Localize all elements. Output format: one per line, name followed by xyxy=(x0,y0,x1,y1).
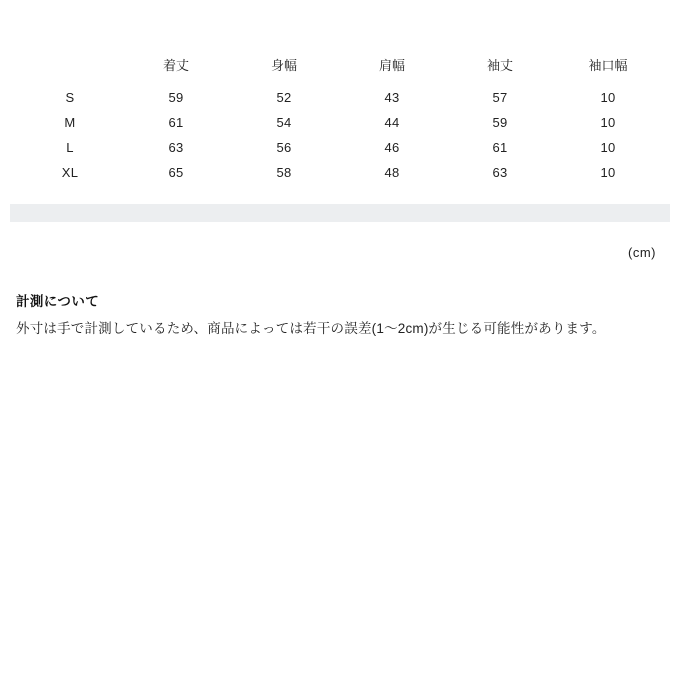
cell-chest: 56 xyxy=(276,140,292,155)
cell-length: 65 xyxy=(168,165,184,180)
section-divider-band xyxy=(10,204,670,222)
cell-cuff: 10 xyxy=(600,165,616,180)
cell-chest: 52 xyxy=(276,90,292,105)
cell-shoulder: 46 xyxy=(384,140,400,155)
table-row xyxy=(18,85,662,110)
cell-cuff: 10 xyxy=(600,90,616,105)
row-size-label: M xyxy=(64,115,76,130)
table-row xyxy=(18,110,662,135)
column-header-size xyxy=(18,52,122,85)
measurement-note-body: 外寸は手で計測しているため、商品によっては若干の誤差(1〜2cm)が生じる可能性があります。 xyxy=(16,321,606,336)
size-table-head xyxy=(18,52,662,85)
column-header-shoulder: 肩幅 xyxy=(378,58,405,73)
column-header-chest: 身幅 xyxy=(270,58,297,73)
cell-length: 59 xyxy=(168,90,184,105)
table-row xyxy=(18,160,662,185)
cell-sleeve: 63 xyxy=(492,165,508,180)
table-row xyxy=(18,135,662,160)
row-size-label: L xyxy=(66,140,74,155)
cell-sleeve: 57 xyxy=(492,90,508,105)
size-table-body xyxy=(18,85,662,185)
cell-sleeve: 61 xyxy=(492,140,508,155)
unit-label: (cm) xyxy=(628,245,656,260)
table-header-row xyxy=(18,52,662,85)
cell-cuff: 10 xyxy=(600,115,616,130)
cell-length: 61 xyxy=(168,115,184,130)
cell-chest: 54 xyxy=(276,115,292,130)
measurement-note-title: 計測について xyxy=(16,294,100,309)
cell-shoulder: 43 xyxy=(384,90,400,105)
cell-length: 63 xyxy=(168,140,184,155)
column-header-cuff: 袖口幅 xyxy=(588,58,628,73)
row-size-label: S xyxy=(65,90,75,105)
cell-sleeve: 59 xyxy=(492,115,508,130)
cell-shoulder: 48 xyxy=(384,165,400,180)
cell-shoulder: 44 xyxy=(384,115,400,130)
size-table xyxy=(18,52,662,185)
column-header-length: 着丈 xyxy=(162,58,189,73)
row-size-label: XL xyxy=(61,165,79,180)
cell-cuff: 10 xyxy=(600,140,616,155)
cell-chest: 58 xyxy=(276,165,292,180)
column-header-sleeve: 袖丈 xyxy=(486,58,513,73)
